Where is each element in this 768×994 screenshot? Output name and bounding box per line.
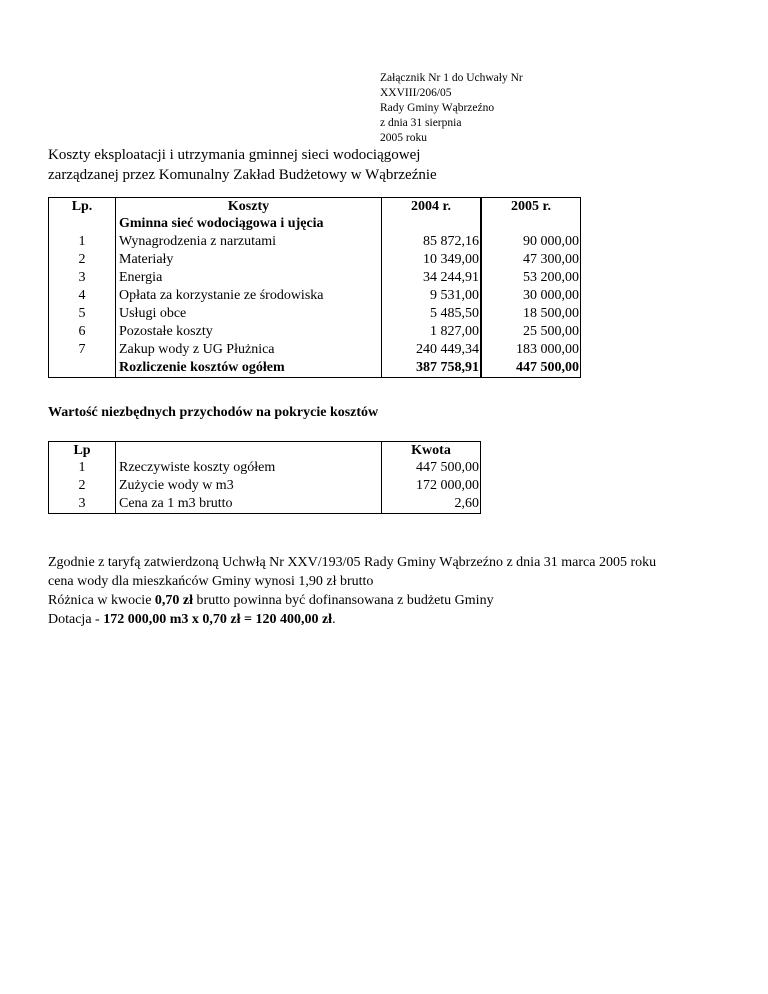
tariff-paragraph: [48, 553, 656, 629]
row-lp: 1: [48, 233, 116, 251]
annex-line: 2005 roku: [380, 132, 427, 144]
difference-text: Różnica w kwocie: [48, 593, 155, 608]
header-2004: 2004 r.: [381, 197, 481, 215]
total-value-2005: 447 500,00: [481, 359, 581, 378]
annex-line: z dnia 31 sierpnia: [380, 117, 462, 129]
total-lp: [48, 359, 116, 378]
row-lp: 3: [48, 269, 116, 287]
subsidy-formula: 172 000,00 m3 x 0,70 zł = 120 400,00 zł: [103, 612, 333, 627]
revenue-row-name: Rzeczywiste koszty ogółem: [119, 460, 276, 475]
row-value-2004: 85 872,16: [381, 233, 481, 251]
row-lp: 7: [48, 341, 116, 359]
row-value-2005: 30 000,00: [481, 287, 581, 305]
title-line-2: zarządzanej przez Komunalny Zakład Budżetowy w Wąbrzeźnie: [48, 167, 437, 183]
revenue-row-lp: 1: [48, 459, 116, 477]
revenue-header-kwota: Kwota: [381, 441, 481, 459]
revenue-row-value: 172 000,00: [381, 477, 481, 495]
difference-rest: brutto powinna być dofinansowana z budżetu Gminy: [193, 593, 494, 608]
row-value-2005: 53 200,00: [481, 269, 581, 287]
row-name: Wynagrodzenia z narzutami: [119, 234, 276, 249]
document-title: [48, 145, 437, 185]
total-label: Rozliczenie kosztów ogółem: [116, 359, 381, 378]
row-name: Pozostałe koszty: [119, 324, 213, 339]
subheader-label: Gminna sieć wodociągowa i ujęcia: [119, 216, 324, 231]
revenue-row-value: 447 500,00: [381, 459, 481, 477]
revenue-header-name: [116, 441, 381, 459]
revenue-row-lp: 3: [48, 495, 116, 514]
row-value-2005: 25 500,00: [481, 323, 581, 341]
row-lp: 6: [48, 323, 116, 341]
header-lp: Lp.: [48, 197, 116, 215]
paragraph-line-3: [48, 591, 656, 610]
total-value-2004: 387 758,91: [381, 359, 481, 378]
paragraph-line-1: Zgodnie z taryfą zatwierdzoną Uchwłą Nr XXV/193/05 Rady Gminy Wąbrzeźno z dnia 31 marca 2005 roku: [48, 555, 657, 570]
revenue-row-name: Zużycie wody w m3: [119, 478, 234, 493]
difference-amount: 0,70 zł: [154, 593, 194, 608]
subheader-lp: [48, 215, 116, 233]
revenue-row-name: Cena za 1 m3 brutto: [116, 495, 381, 514]
annex-line: Załącznik Nr 1 do Uchwały Nr: [380, 72, 523, 84]
row-value-2005: 18 500,00: [481, 305, 581, 323]
row-value-2004: 9 531,00: [381, 287, 481, 305]
paragraph-line-2: cena wody dla mieszkańców Gminy wynosi 1,90 zł brutto: [48, 574, 374, 589]
title-line-1: Koszty eksploatacji i utrzymania gminnej sieci wodociągowej: [48, 147, 421, 163]
row-lp: 4: [48, 287, 116, 305]
row-value-2005: 47 300,00: [481, 251, 581, 269]
header-2005: 2005 r.: [481, 197, 581, 215]
row-value-2005: 183 000,00: [481, 341, 581, 359]
subsidy-label: Dotacja -: [48, 612, 104, 627]
row-name: Zakup wody z UG Płużnica: [119, 342, 275, 357]
row-name: Opłata za korzystanie ze środowiska: [119, 288, 324, 303]
revenue-row-lp: 2: [48, 477, 116, 495]
paragraph-line-4: [48, 610, 656, 629]
row-value-2004: 10 349,00: [381, 251, 481, 269]
subsidy-end: .: [332, 612, 336, 627]
row-name: Energia: [119, 270, 163, 285]
subheader-2005: [481, 215, 581, 233]
row-value-2004: 34 244,91: [381, 269, 481, 287]
row-value-2005: 90 000,00: [481, 233, 581, 251]
revenue-header-lp: Lp: [48, 441, 116, 459]
row-lp: 5: [48, 305, 116, 323]
annex-line: XXVIII/206/05: [380, 87, 452, 99]
row-value-2004: 240 449,34: [381, 341, 481, 359]
revenue-heading: Wartość niezbędnych przychodów na pokrycie kosztów: [48, 405, 379, 420]
row-value-2004: 1 827,00: [381, 323, 481, 341]
row-lp: 2: [48, 251, 116, 269]
annex-line: Rady Gminy Wąbrzeźno: [380, 102, 495, 114]
revenue-row-value: 2,60: [381, 495, 481, 514]
subheader-2004: [381, 215, 481, 233]
row-name: Materiały: [119, 252, 174, 267]
row-name: Usługi obce: [119, 306, 187, 321]
row-value-2004: 5 485,50: [381, 305, 481, 323]
annex-note: [380, 71, 523, 146]
header-koszty: Koszty: [116, 197, 381, 215]
